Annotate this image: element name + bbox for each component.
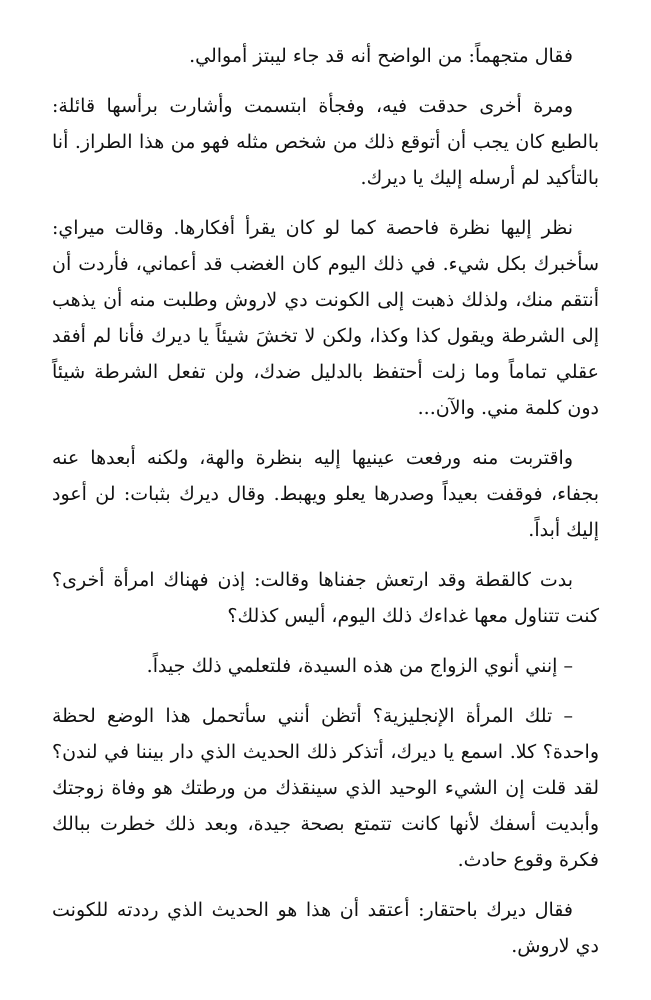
paragraph-5: بدت كالقطة وقد ارتعش جفناها وقالت: إذن فهناك امرأة أخرى؟ كنت تتناول معها غداءك ذلك اليوم، أليس كذلك؟ bbox=[52, 569, 599, 627]
paragraph-7: – تلك المرأة الإنجليزية؟ أتظن أنني سأتحمل هذا الوضع لحظة واحدة؟ كلا. اسمع يا ديرك، أتذكر ذلك الحديث الذي دار بيننا في لندن؟ لقد قلت إن الشيء الوحيد الذي سينقذك من ورطتك هو وفاة زوجتك وأبديت أسفك لأنها كانت تتمتع بصحة جيدة، وبعد ذلك خطرت ببالك فكرة وقوع حادث. bbox=[52, 705, 599, 871]
paragraph-1: فقال متجهماً: من الواضح أنه قد جاء ليبتز أموالي. bbox=[189, 45, 573, 67]
paragraph-6: – إنني أنوي الزواج من هذه السيدة، فلتعلمي ذلك جيداً. bbox=[146, 655, 573, 677]
paragraph-3: نظر إليها نظرة فاحصة كما لو كان يقرأ أفكارها. وقالت ميراي: سأخبرك بكل شيء. في ذلك اليوم كان الغضب قد أعماني، فأردت أن أنتقم منك، ولذلك ذهبت إلى الكونت دي لاروش وطلبت منه أن يذهب إلى الشرطة ويقول كذا وكذا، ولكن لا تخشَ شيئاً يا ديرك فأنا لم أفقد عقلي تماماً وما زلت أحتفظ بالدليل ضدك، ولن تفعل الشرطة شيئاً دون كلمة مني. والآن... bbox=[52, 217, 599, 419]
paragraph-2: ومرة أخرى حدقت فيه، وفجأة ابتسمت وأشارت برأسها قائلة: بالطبع كان يجب أن أتوقع ذلك من شخص مثله فهو من هذا الطراز. أنا بالتأكيد لم أرسله إليك يا ديرك. bbox=[52, 95, 599, 189]
paragraph-8: فقال ديرك باحتقار: أعتقد أن هذا هو الحديث الذي رددته للكونت دي لاروش. bbox=[52, 899, 599, 957]
paragraph-4: واقتربت منه ورفعت عينيها إليه بنظرة والهة، ولكنه أبعدها عنه بجفاء، فوقفت بعيداً وصدرها يعلو ويهبط. وقال ديرك بثبات: لن أعود إليك أبداً. bbox=[52, 447, 599, 541]
document-page bbox=[52, 38, 599, 988]
